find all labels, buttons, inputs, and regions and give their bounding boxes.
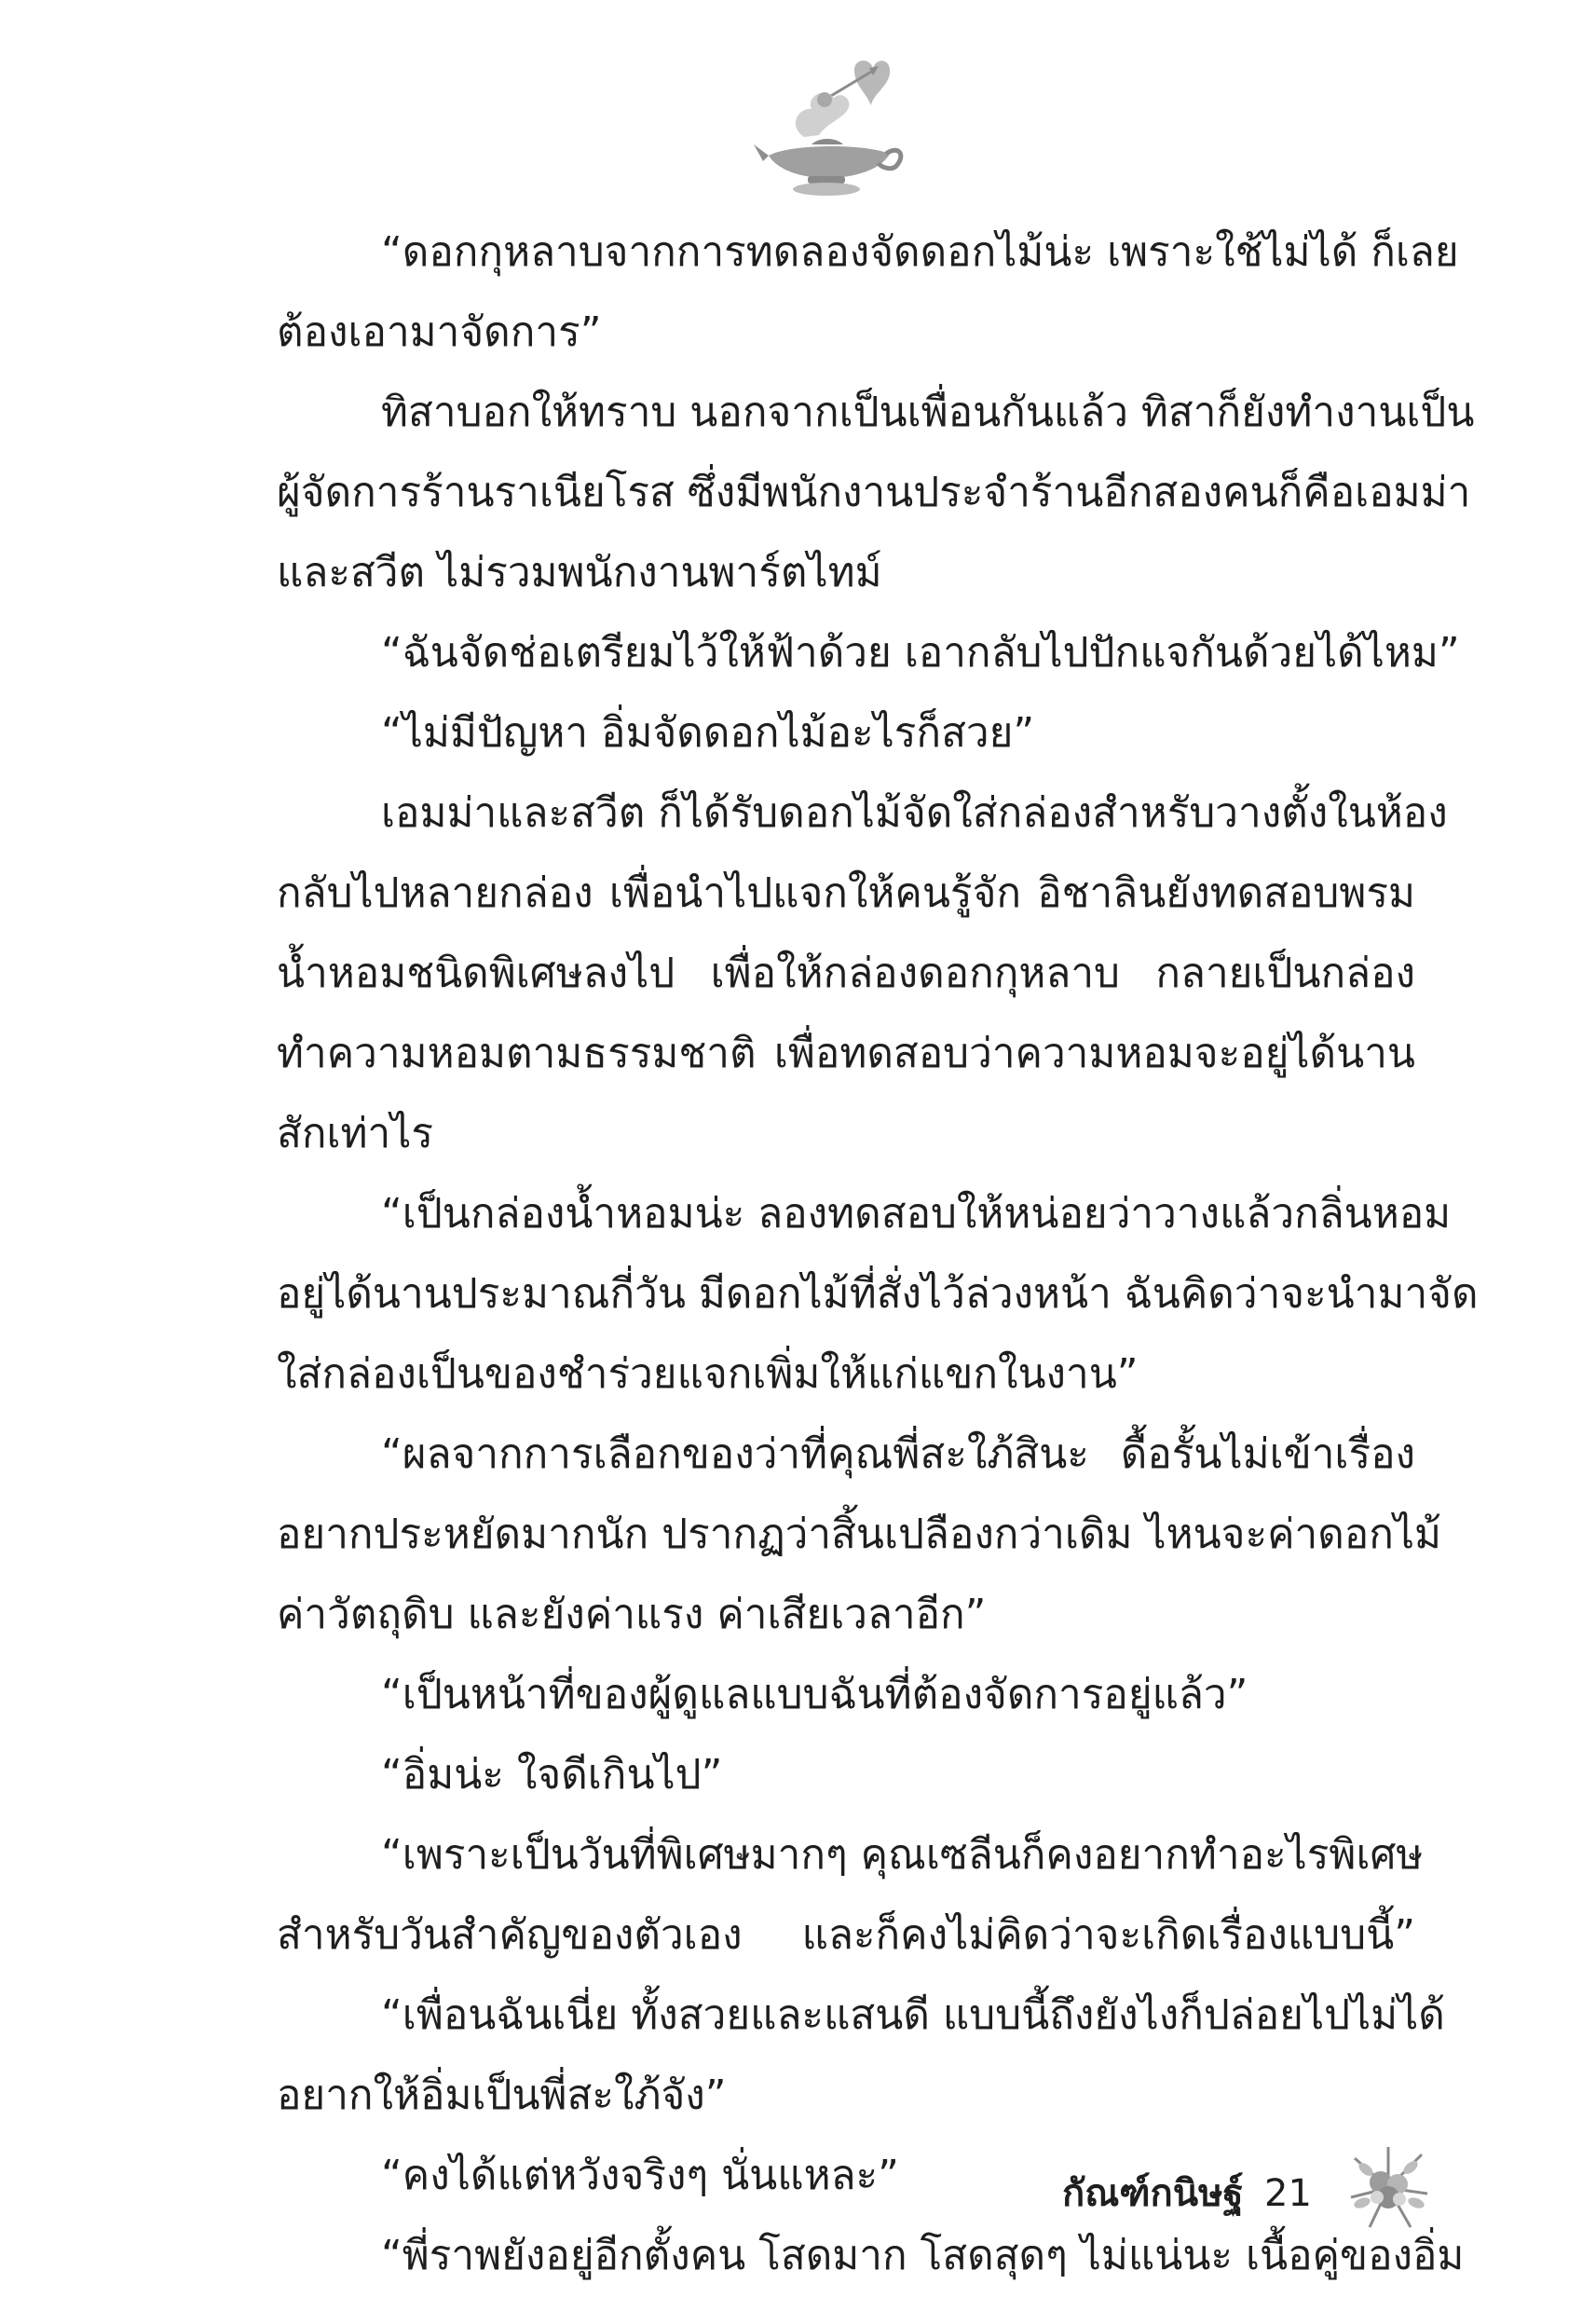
text-line: “ผลจากการเลือกของว่าที่คุณพี่สะใภ้สินะ ดื้อรั้นไม่เข้าเรื่อง — [381, 1430, 1415, 1478]
text-line: “เป็นหน้าที่ของผู้ดูแลแบบฉันที่ต้องจัดการอยู่แล้ว” — [381, 1671, 1248, 1718]
text-line: “ดอกกุหลาบจากการทดลองจัดดอกไม้น่ะ เพราะใช้ไม่ได้ ก็เลย — [381, 228, 1459, 276]
book-title: กัณฑ์กนิษฐ์ — [1062, 2172, 1244, 2215]
text-line: เอมม่าและสวีต ก็ได้รับดอกไม้จัดใส่กล่องสำหรับวางตั้งในห้อง — [381, 789, 1448, 837]
text-line: ทำความหอมตามธรรมชาติ เพื่อทดสอบว่าความหอมจะอยู่ได้นาน — [277, 1030, 1415, 1077]
text-line: “เพื่อนฉันเนี่ย ทั้งสวยและแสนดี แบบนี้ถึงยังไงก็ปล่อยไปไม่ได้ — [381, 1991, 1445, 2039]
text-line: สักเท่าไร — [277, 1110, 434, 1157]
text-line: อยากให้อิ่มเป็นพี่สะใภ้จัง” — [277, 2072, 727, 2119]
text-line: สำหรับวันสำคัญของตัวเอง และก็คงไม่คิดว่าจะเกิดเรื่องแบบนี้” — [277, 1911, 1415, 1959]
body-text — [277, 212, 1479, 2296]
text-line: และสวีต ไม่รวมพนักงานพาร์ตไทม์ — [277, 549, 882, 596]
text-line: “ไม่มีปัญหา อิ่มจัดดอกไม้อะไรก็สวย” — [381, 709, 1035, 757]
flower-bouquet-icon — [1342, 2141, 1435, 2235]
text-line: น้ำหอมชนิดพิเศษลงไป เพื่อให้กล่องดอกกุหลาบ กลายเป็นกล่อง — [277, 950, 1415, 997]
text-line: อยากประหยัดมากนัก ปรากฏว่าสิ้นเปลืองกว่าเดิม ไหนจะค่าดอกไม้ — [277, 1511, 1442, 1558]
text-line: ทิสาบอกให้ทราบ นอกจากเป็นเพื่อนกันแล้ว ทิสาก็ยังทำงานเป็น — [381, 389, 1475, 436]
text-line: อยู่ได้นานประมาณกี่วัน มีดอกไม้ที่สั่งไว้ล่วงหน้า ฉันคิดว่าจะนำมาจัด — [277, 1270, 1479, 1318]
text-line: ผู้จัดการร้านราเนียโรส ซึ่งมีพนักงานประจำร้านอีกสองคนก็คือเอมม่า — [277, 469, 1471, 516]
text-line: ต้องเอามาจัดการ” — [277, 308, 602, 356]
genie-lamp-heart-icon — [750, 51, 908, 200]
text-line: “เพราะเป็นวันที่พิเศษมากๆ คุณเซลีนก็คงอยากทำอะไรพิเศษ — [381, 1831, 1424, 1879]
text-line: “พี่ราพยังอยู่อีกตั้งคน โสดมาก โสดสุดๆ ไม่แน่นะ เนื้อคู่ของอิ่ม — [381, 2232, 1465, 2279]
text-line: “เป็นกล่องน้ำหอมน่ะ ลองทดสอบให้หน่อยว่าวางแล้วกลิ่นหอม — [381, 1190, 1452, 1238]
text-line: กลับไปหลายกล่อง เพื่อนำไปแจกให้คนรู้จัก อิชาลินยังทดสอบพรม — [277, 869, 1415, 917]
text-line: “คงได้แต่หวังจริงๆ นั่นแหละ” — [381, 2152, 899, 2199]
page-footer — [1062, 2141, 1435, 2244]
text-line: ค่าวัตถุดิบ และยังค่าแรง ค่าเสียเวลาอีก” — [277, 1591, 987, 1638]
text-line: ใส่กล่องเป็นของชำร่วยแจกเพิ่มให้แก่แขกในงาน” — [277, 1350, 1139, 1398]
text-line: “ฉันจัดช่อเตรียมไว้ให้ฟ้าด้วย เอากลับไปปักแจกันด้วยได้ไหม” — [381, 629, 1460, 677]
text-line: “อิ่มน่ะ ใจดีเกินไป” — [381, 1751, 723, 1798]
page-number: 21 — [1264, 2172, 1312, 2215]
